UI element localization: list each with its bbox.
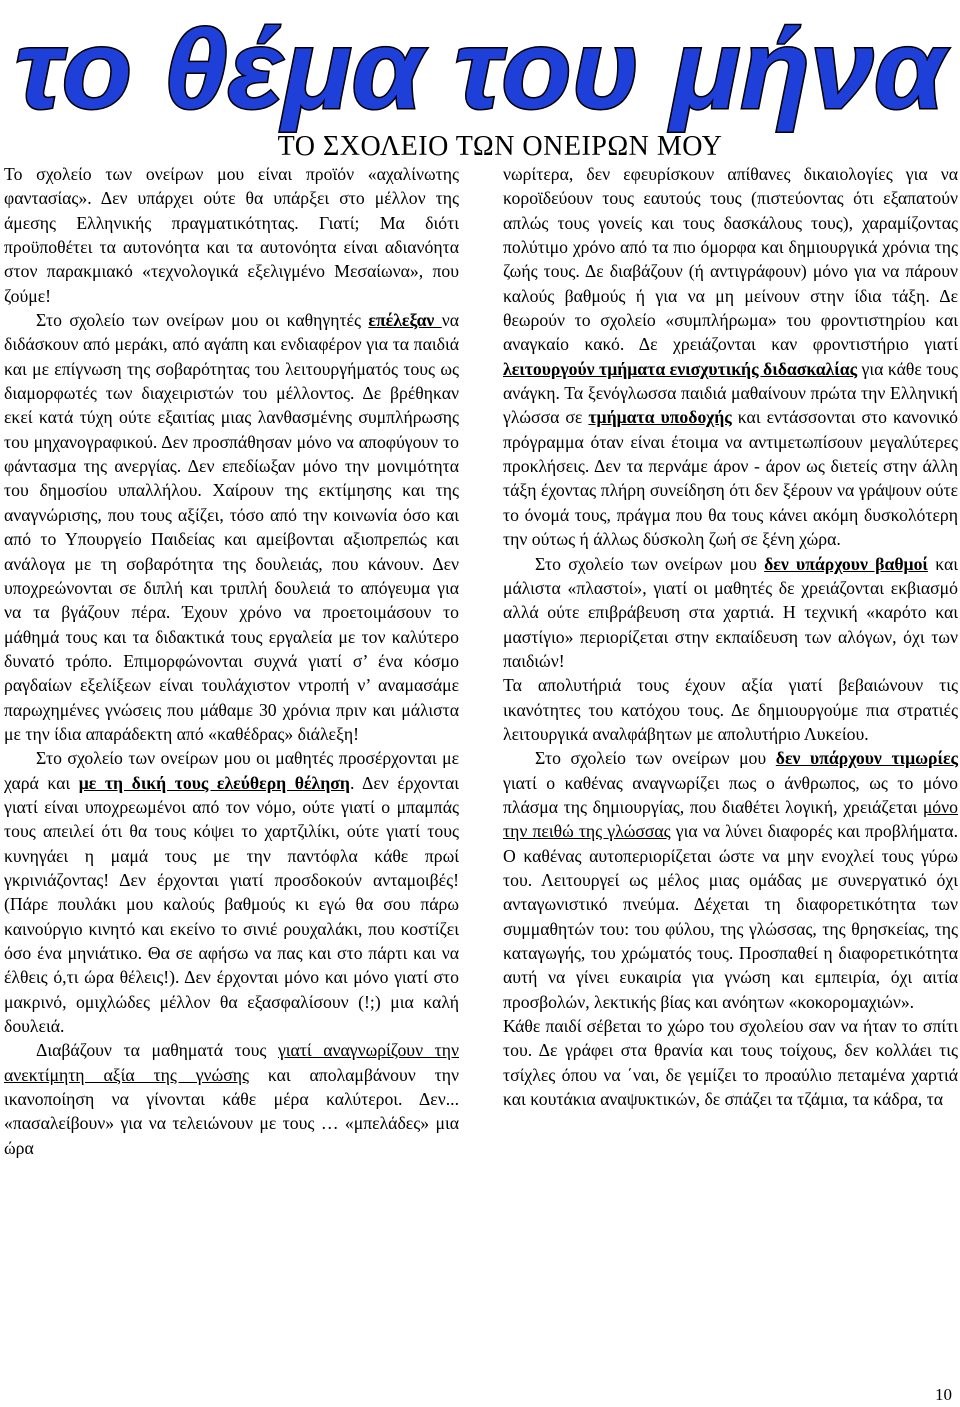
paragraph-text: Στο σχολείο των ονείρων μου οι καθηγητές — [36, 310, 369, 331]
paragraph-text: και μάλιστα «πλαστοί», γιατί οι μαθητές δε χρειάζονται εκβιασμό αλλά ούτε επιβράβευση στα χαρτιά. Η τεχνική «καρότο και μαστίγιο» περιορίζεται στην εκπαίδευση των αλόγων, όχι των παιδιών! — [503, 553, 958, 671]
underlined-text: γιατί αναγνωρίζουν την ανεκτίμητη αξία της γνώσης — [4, 1040, 459, 1085]
article-title: ΤΟ ΣΧΟΛΕΙΟ ΤΩΝ ΟΝΕΙΡΩΝ ΜΟΥ — [277, 131, 723, 162]
paragraph — [503, 162, 958, 552]
page-number: 10 — [935, 1385, 952, 1404]
paragraph — [503, 673, 958, 746]
paragraph-text: για κάθε τους ανάγκη. Τα ξενόγλωσσα παιδιά μαθαίνουν πρώτα την Ελληνική γλώσσα σε — [503, 358, 959, 428]
paragraph — [503, 746, 958, 1014]
paragraph-text: Κάθε παιδί σέβεται το χώρο του σχολείου σαν να ήταν το σπίτι του. Δε γράφει στα θρανία και τους τοίχους, δεν κολλάει τις τσίχλες όπου να ΄ναι, δε γεμίζει το προαύλιο πεταμένα χαρτιά και κουτάκια αναψυκτικών, δε σπάζει τα τζάμια, τα κάδρα, τα — [503, 1016, 958, 1110]
paragraph-text: γιατί ο καθένας αναγνωρίζει πως ο άνθρωπος, ως το μόνο πλάσμα της δημιουργίας, που διαθέτει λογική, χρειάζεται — [503, 772, 958, 817]
paragraph-text: να διδάσκουν από μεράκι, από αγάπη και ενδιαφέρον για τα παιδιά και με επίγνωση της σοβαρότητας του λειτουργήματός τους ως διαμορφωτές των διαχειριστών του μέλλοντος. Δε βρέθηκαν εκεί κατά τύχη ούτε εξαιτίας μιας λανθασμένης συμπλήρωσης του μηχανογραφικού. Δεν προσπάθησαν μόνο να αποφύγουν το φάντασμα της ανεργίας. Δεν επεδίωξαν μόνο την μονιμότητα του δημοσίου υπαλλήλου. Χαίρουν της εκτίμησης και της αναγνώρισης, που τους αξίζει, τόσο από την κοινωνία όσο και από το Υπουργείο Παιδείας και αμείβονται αξιοπρεπώς και ανάλογα με τη σοβαρότητα της δουλειάς, που κάνουν. Δεν υποχρεώνονται σε διπλή και τριπλή δουλειά το απόγευμα για να τα βγάζουν πέρα. Έχουν χρόνο να προετοιμάσουν το μάθημά τους και τα διδακτικά τους εργαλεία με τον καλύτερο δυνατό τρόπο. Επιμορφώνονται συχνά γιατί σ’ ένα κόσμο ραγδαίων εξελίξεων είναι τουλάχιστον ντροπή ν’ αναμασάμε παρωχημένες γνώσεις που μάθαμε 30 χρόνια πριν και μάλιστα με την ίδια απαράδεκτη από «καθέδρας» διάλεξη! — [4, 310, 459, 744]
paragraph-text: Στο σχολείο των ονείρων μου — [535, 553, 765, 574]
emphasis-text: λειτουργούν τμήματα ενισχυτικής διδασκαλίας — [503, 358, 858, 379]
paragraph-text: Τα απολυτήριά τους έχουν αξία γιατί βεβαιώνουν τις ικανότητες του κατόχου τους. Δε δημιουργούμε πια στρατιές λειτουργικά αναλφάβητων με απολυτήριο Λυκείου. — [503, 675, 958, 744]
paragraph — [4, 308, 459, 746]
paragraph-text: νωρίτερα, δεν εφευρίσκουν απίθανες δικαιολογίες για να κοροϊδεύουν τους εαυτούς τους (πιστεύοντας ότι εξαπατούν απλώς τους γονείς και τους δασκάλους τους), χαραμίζοντας πολύτιμο χρόνο από τα πιο όμορφα και δημιουργικά χρόνια της ζωής τους. Δε διαβάζουν (ή αντιγράφουν) μόνο για να πάρουν καλούς βαθμούς ή για να μη μείνουν στην ίδια τάξη. Δε θεωρούν το σχολείο «συμπλήρωμα» του φροντιστηρίου και αναγκαίο κακό. Δε χρειάζονται καν φροντιστήριο γιατί — [503, 164, 958, 355]
left-column — [4, 162, 459, 1160]
paragraph-text: και απολαμβάνουν την ικανοποίηση να γίνονται κάθε μέρα καλύτεροι. Δεν... «πασαλείβουν» για να τελειώνουν με τους … «μπελάδες» μια ώρα — [4, 1064, 459, 1158]
paragraph — [503, 1014, 958, 1111]
emphasis-text: τμήματα υποδοχής — [588, 407, 732, 428]
paragraph — [4, 162, 459, 308]
paragraph-text: Το σχολείο των ονείρων μου είναι προϊόν «αχαλίνωτης φαντασίας». Δεν υπάρχει ούτε θα υπάρξει στο μέλλον της άμεσης Ελληνικής πραγματικότητας. Γιατί; Μα διότι προϋποθέτει τα αυτονόητα και τα αυτονόητα είναι αδιανόητα στον παρακμιακό «τεχνολογικά εξελιγμένο Μεσαίωνα», που ζούμε! — [4, 164, 459, 306]
paragraph — [4, 1038, 459, 1160]
paragraph-text: Στο σχολείο των ονείρων μου οι μαθητές προσέρχονται με χαρά και — [4, 748, 459, 793]
paragraph — [503, 552, 958, 674]
banner-wordart — [0, 0, 960, 140]
right-column — [503, 162, 958, 1111]
paragraph-text: . Δεν έρχονται γιατί είναι υποχρεωμένοι από τον νόμο, ούτε γιατί ο μπαμπάς τους απειλεί ότι θα τους κόψει το χαρτζιλίκι, ούτε γιατί τους κυνηγάει η μαμά τους με την παντόφλα κάθε πρωί γκρινιάζοντας! Δεν έρχονται γιατί προσδοκούν ανταμοιβές! (Πάρε πουλάκι μου καλούς βαθμούς κι εγώ θα σου πάρω καινούργιο κινητό και εκείνο το σινιέ ρουχαλάκι, που κοστίζει όσο ένα μηνιάτικο. Θα σε αφήσω να πας και στο πάρτι και να έλθεις ό,τι ώρα θέλεις!). Δεν έρχονται μόνο και μόνο γιατί στο μακρινό, ομιχλώδες μέλλον θα εξασφαλίσουν (!;) μια καλή δουλειά. — [4, 772, 460, 1037]
paragraph — [4, 746, 459, 1038]
emphasis-text: επέλεξαν — [368, 310, 442, 331]
paragraph-text: και εντάσσονται στο κανονικό πρόγραμμα όταν είναι έτοιμα να αντιμετωπίσουν μεγαλύτερες προκλήσεις. Δεν τα περνάμε άρον - άρον ως διετείς στην άλλη τάξη έχοντας πλήρη συνείδηση ότι δεν ξέρουν να γράψουν ούτε το όνομά τους, πράγμα που θα τους κάνει ακόμη δυσκολότερη την ούτως ή άλλως δύσκολη ζωή σε ξένη χώρα. — [503, 407, 958, 550]
paragraph-text: για να λύνει διαφορές και προβλήματα. Ο καθένας αυτοπεριορίζεται ώστε να μην ενοχλεί τους γύρω του. Λειτουργεί ως μέλος μιας ομάδας με συνεργατικό όχι ανταγωνιστικό πνεύμα. Δέχεται τη διαφορετικότητα των συμμαθητών του: του φύλου, της γλώσσας, της θρησκείας, της καταγωγής, του χρώματός τους. Προσπαθεί η διαφορετικότητα αυτή να γίνει ευκαιρία για γνώση και εμπειρία, όχι αιτία προσβολών, λεκτικής βίας και ανόητων «κοκορομαχιών». — [503, 821, 958, 1012]
emphasis-text: με τη δική τους ελεύθερη θέληση — [78, 772, 350, 793]
emphasis-text: δεν υπάρχουν βαθμοί — [764, 553, 928, 574]
banner-heading — [0, 0, 960, 140]
paragraph-text: Διαβάζουν τα μαθηματά τους — [36, 1040, 278, 1061]
underlined-text: μόνο την πειθώ της γλώσσας — [503, 796, 958, 842]
banner-text: το θέμα του μήνα — [15, 7, 950, 132]
emphasis-text: δεν υπάρχουν τιμωρίες — [775, 748, 959, 769]
paragraph-text: Στο σχολείο των ονείρων μου — [535, 748, 776, 769]
